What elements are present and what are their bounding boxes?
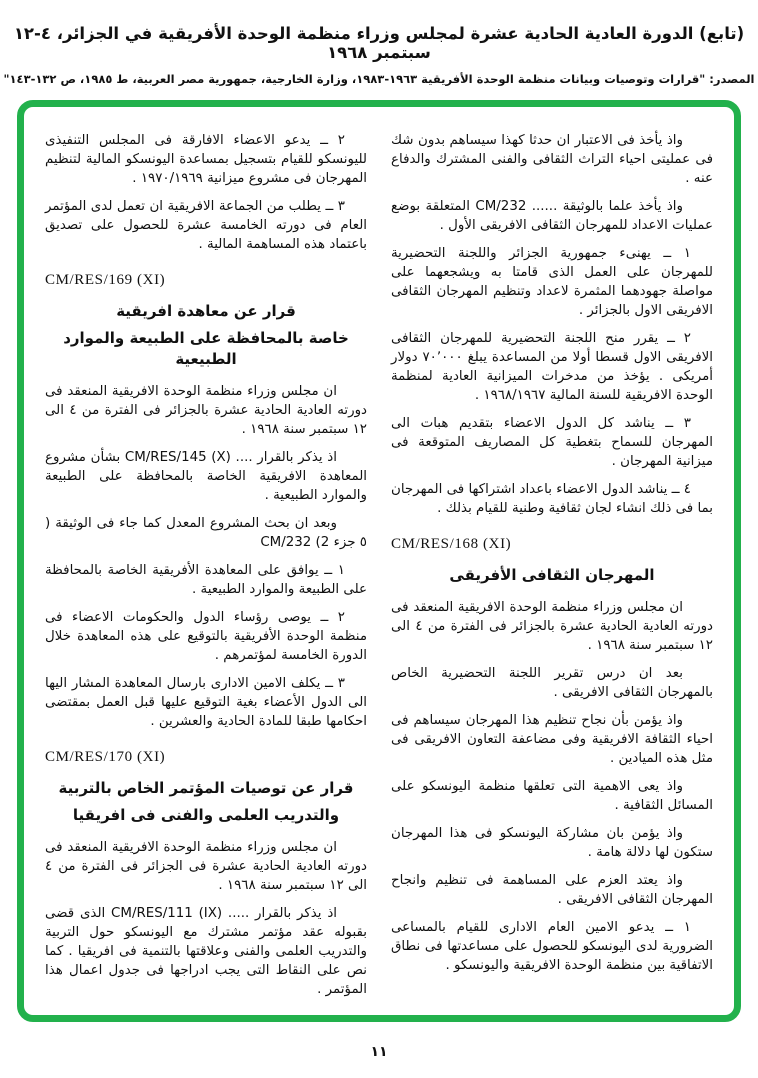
resolution-code: CM/RES/170 (XI)	[45, 749, 166, 765]
paragraph: واذ يأخذ علما بالوثيقة ...... CM/232 المتعلقة بوضع عمليات الاعداد للمهرجان الثقافى الافريقى الأول .	[391, 199, 713, 233]
resolution-title: قرار عن توصيات المؤتمر الخاص بالتربية	[58, 779, 354, 797]
resolution-clause: ٤ ــ يناشد الدول الاعضاء باعداد اشتراكها فى المهرجان بما فى ذلك انشاء لجان ثقافية وطنية للقيام بذلك .	[391, 482, 713, 516]
resolution-title: خاصة بالمحافظة على الطبيعة والموارد الطبيعية	[63, 329, 349, 368]
resolution-clause: ٢ ــ يقرر منح اللجنة التحضيرية للمهرجان الثقافى الافريقى الاول قسطا أولا من المساعدة يبلغ ٧٠٬٠٠٠ دولار أمريكى . يؤخذ من مدخرات الميزانية العادية لمنظمة الوحدة الافريقية للسنة المالية ١٩٦٨/١٩٦٧ .	[391, 331, 713, 403]
paragraph: واذ يؤمن بان مشاركة اليونسكو فى هذا المهرجان ستكون لها دلالة هامة .	[391, 826, 713, 860]
paragraph: واذ يعى الاهمية التى تعلقها منظمة اليونسكو على المسائل الثقافية .	[391, 779, 713, 813]
resolution-clause: ١ ــ يهنىء جمهورية الجزائر واللجنة التحضيرية للمهرجان على العمل الذى قامتا به ويشجعهما على مواصلة جهودهما المثمرة لاعداد وتنظيم المهرجان الثقافى الافريقى الاول بالجزائر .	[391, 246, 713, 318]
resolution-clause: ١ ــ يدعو الامين العام الادارى للقيام بالمساعى الضرورية لدى اليونسكو للحصول على مساعدتها فى نطاق الاتفاقية بين منظمة الوحدة الافريقية واليونسكو .	[391, 920, 713, 973]
paragraph: اذ يذكر بالقرار ..... CM/RES/111 (IX) الذى قضى بقبوله عقد مؤتمر مشترك مع اليونسكو حول التربية والتدريب العلمى والفنى وعلاقتها بالتنمية فى افريقيا . كما نص على النقاط التى يجب ادراجها فى جدول اعمال هذا المؤتمر .	[45, 906, 367, 997]
resolution-title: والتدريب العلمى والفنى فى افريقيا	[72, 806, 340, 824]
paragraph: وبعد ان بحث المشروع المعدل كما جاء فى الوثيقة ( ٥ جزء CM/232 (2	[45, 516, 367, 550]
resolution-code: CM/RES/169 (XI)	[45, 272, 166, 288]
paragraph: واذ يأخذ فى الاعتبار ان حدثا كهذا سيساهم بدون شك فى عمليتى احياء التراث الثقافى والفنى المشترك والدفاع عنه .	[391, 133, 713, 186]
content-frame	[17, 100, 741, 1022]
page-header	[0, 24, 758, 86]
resolution-title: قرار عن معاهدة افريقية	[116, 302, 296, 320]
resolution-clause: ٣ ــ يكلف الامين الادارى بارسال المعاهدة المشار اليها الى الدول الأعضاء بغية التوقيع عليها قبل العمل بمقتضى احكامها طبقا للمادة الحادية والعشرين .	[45, 676, 367, 729]
paragraph: واذ يؤمن بأن نجاح تنظيم هذا المهرجان سيساهم فى احياء الثقافة الافريقية وفى مضاعفة التعاون الافريقى فى مثل هذه الميادين .	[391, 713, 713, 766]
resolution-clause: ٢ ــ يوصى رؤساء الدول والحكومات الاعضاء فى منظمة الوحدة الأفريقية بالتوقيع على هذه المعاهدة خلال الدورة الخامسة لمؤتمرهم .	[45, 610, 367, 663]
session-title: (تابع) الدورة العادية الحادية عشرة لمجلس وزراء منظمة الوحدة الأفريقية في الجزائر، ٤-١٢ سبتمبر ١٩٦٨	[13, 24, 745, 62]
paragraph: واذ يعتد العزم على المساهمة فى تنظيم وانجاح المهرجان الثقافى الافريقى .	[391, 873, 713, 907]
resolution-clause: ١ ــ يوافق على المعاهدة الأفريقية الخاصة بالمحافظة على الطبيعة والموارد الطبيعية .	[45, 563, 367, 597]
resolution-clause: ٢ ــ يدعو الاعضاء الافارقة فى المجلس التنفيذى لليونسكو للقيام بتسجيل بمساعدة اليونسكو المالية لتنظيم المهرجان فى مشروع ميزانية ١٩٧٠/١٩٦٩ .	[45, 133, 367, 186]
paragraph: ان مجلس وزراء منظمة الوحدة الافريقية المنعقد فى دورته العادية الحادية عشرة فى الجزائر فى الفترة من ٤ الى ١٢ سبتمبر سنة ١٩٦٨ .	[45, 840, 367, 893]
resolution-code: CM/RES/168 (XI)	[391, 536, 512, 552]
column-left	[45, 131, 367, 1005]
paragraph: بعد ان درس تقرير اللجنة التحضيرية الخاص بالمهرجان الثقافى الافريقى .	[391, 666, 713, 700]
column-right	[391, 131, 713, 1005]
paragraph: ان مجلس وزراء منظمة الوحدة الافريقية المنعقد فى دورته العادية الحادية عشرة بالجزائر فى الفترة من ٤ الى ١٢ سبتمبر سنة ١٩٦٨ .	[45, 384, 368, 437]
resolution-clause: ٣ ــ يناشد كل الدول الاعضاء بتقديم هبات الى المهرجان للسماح بتغطية كل المصاريف المتوقعة فى ميزانية المهرجان .	[391, 416, 713, 469]
page-number: ١١	[370, 1044, 388, 1060]
paragraph: ان مجلس وزراء منظمة الوحدة الافريقية المنعقد فى دورته العادية الحادية عشرة بالجزائر فى الفترة من ٤ الى ١٢ سبتمبر سنة ١٩٦٨ .	[391, 600, 714, 653]
source-line: المصدر: "قرارات وتوصيات وبيانات منظمة الوحدة الأفريقية ١٩٦٣-١٩٨٣، وزارة الخارجية، جمهورية مصر العربية، ط ١٩٨٥، ص ١٣٢-١٤٣"	[3, 72, 755, 86]
paragraph: اذ يذكر بالقرار .... CM/RES/145 (X) بشأن مشروع المعاهدة الافريقية الخاصة بالمحافظة على الطبيعة والموارد الطبيعية .	[45, 450, 367, 503]
resolution-clause: ٣ ــ يطلب من الجماعة الافريقية ان تعمل لدى المؤتمر العام فى دورته الخامسة عشرة للحصول على تصديق باعتماد هذه المساهمة المالية .	[45, 199, 367, 252]
resolution-title: المهرجان الثقافى الأفريقى	[449, 566, 655, 584]
